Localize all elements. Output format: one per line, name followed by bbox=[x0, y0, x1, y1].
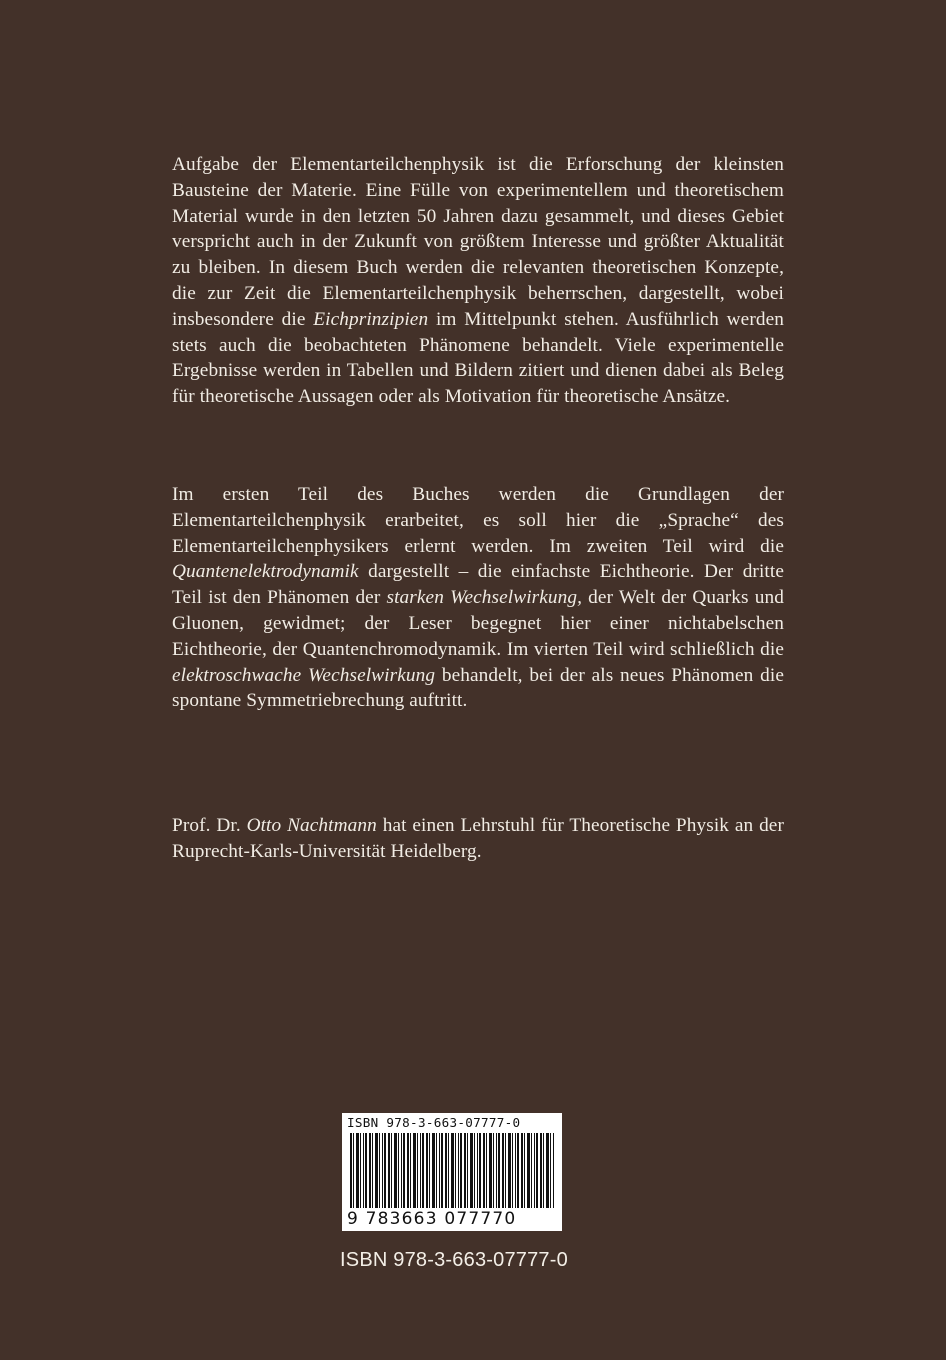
contents-part-2: dargestellt – die einfachste Eichtheorie. Der dritte Teil ist den Phänomen der bbox=[172, 561, 784, 609]
contents-emphasis-qed: Quantenelektrodynamik bbox=[172, 561, 359, 583]
contents-emphasis-electroweak: elektroschwache Wechselwirkung bbox=[172, 664, 436, 686]
author-description: hat einen Lehrstuhl für Theoretische Physik an der Ruprecht-Karls-Universität Heidelberg. bbox=[172, 815, 784, 862]
barcode-isbn-label: ISBN 978-3-663-07777-0 bbox=[347, 1115, 521, 1130]
author-bio bbox=[172, 813, 784, 865]
contents-text bbox=[172, 482, 784, 714]
description-text-end: im Mittelpunkt stehen. Ausführlich werden stets auch die beobachteten Phänomene behandelt. Viele experimentelle Ergebnisse werden in Tabellen und Bildern zitiert und dienen dabei als Beleg für theoretische Aussagen oder als Motivation für theoretische Ansätze. bbox=[172, 308, 784, 408]
barcode-digits: 9 783663 077770 bbox=[347, 1208, 559, 1230]
description-text-start: Aufgabe der Elementarteilchenphysik ist die Erforschung der kleinsten Bausteine der Materie. Eine Fülle von experimentellem und theoretischem Material wurde in den letzten 50 Jahren dazu gesammelt, und dieses Gebiet verspricht auch in der Zukunft von größtem Interesse und größter Aktualität zu bleiben. In diesem Buch werden die relevanten theoretischen Konzepte, die zur Zeit die Elementarteilchenphysik beherrschen, dargestellt, wobei insbesondere die bbox=[172, 154, 784, 330]
contents-paragraph bbox=[172, 482, 784, 714]
description-paragraph bbox=[172, 152, 784, 410]
author-name: Otto Nachtmann bbox=[246, 815, 377, 836]
contents-emphasis-strong: starken Wechselwirkung, bbox=[386, 587, 583, 609]
author-bio-text bbox=[172, 813, 784, 865]
isbn-barcode bbox=[342, 1113, 562, 1231]
isbn-footer: ISBN 978-3-663-07777-0 bbox=[340, 1249, 568, 1271]
contents-part-3: der Welt der Quarks und Gluonen, gewidmet; der Leser begegnet hier einer nichtabelschen Eichtheorie, der Quantenchromodynamik. Im vierten Teil wird schließlich die bbox=[172, 587, 784, 660]
barcode-bars bbox=[350, 1133, 554, 1215]
contents-part-1: Im ersten Teil des Buches werden die Grundlagen der Elementarteilchenphysik erarbeitet, es soll hier die „Sprache“ des Elementarteilchenphysikers erlernt werden. Im zweiten Teil wird die bbox=[172, 484, 784, 557]
author-title: Prof. Dr. bbox=[172, 815, 247, 836]
description-emphasis: Eichprinzipien bbox=[313, 308, 429, 330]
contents-part-4: behandelt, bei der als neues Phänomen die spontane Symmetriebrechung auftritt. bbox=[172, 664, 784, 712]
description-text bbox=[172, 152, 784, 410]
